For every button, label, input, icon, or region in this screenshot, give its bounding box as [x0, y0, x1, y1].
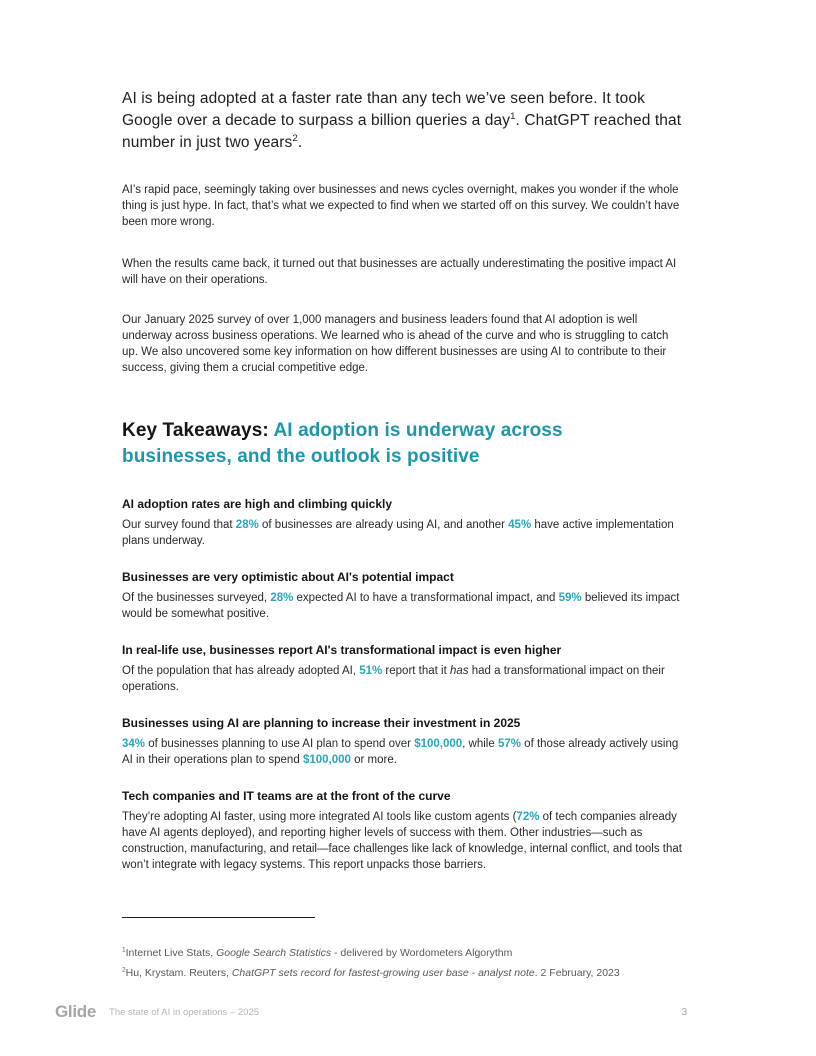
takeaway-title: In real-life use, businesses report AI's transformational impact is even higher [122, 643, 562, 657]
takeaway-title: Tech companies and IT teams are at the front of the curve [122, 789, 451, 803]
footnote-divider [122, 917, 315, 918]
body-paragraph-2: When the results came back, it turned out that businesses are actually underestimating the positive impact AI will have on their operations. [122, 258, 677, 286]
takeaway-title: Businesses are very optimistic about AI's potential impact [122, 570, 454, 584]
takeaway-tech-companies [122, 788, 685, 873]
body-paragraph-1: AI’s rapid pace, seemingly taking over businesses and news cycles overnight, makes you wonder if the whole thing is just hype. In fact, that’s what we expected to find when we started off on this survey. We couldn’t have been more wrong. [122, 184, 680, 228]
key-takeaways-label: Key Takeaways: [122, 420, 274, 441]
takeaway-body: They’re adopting AI faster, using more integrated AI tools like custom agents (72% of tech companies already have AI agents deployed), and reporting higher levels of success with them. Other industries—such as construction, manufacturing, and retail—face challenges like lack of knowledge, internal conflict, and tools that won’t integrate with legacy systems. This report unpacks those barriers. [122, 811, 682, 871]
footnote-2: $^2$Hu, Krystam. Reuters, ChatGPT sets record for fastest-growing user base - analyst note. 2 February, 2023 [122, 966, 620, 979]
key-takeaways-highlight: AI adoption is underway across businesses, and the outlook is positive [122, 420, 563, 467]
takeaway-investment [122, 715, 685, 768]
takeaway-body: Our survey found that 28% of businesses are already using AI, and another 45% have active implementation plans underway. [122, 519, 674, 547]
key-takeaways-heading [122, 418, 652, 469]
glide-logo: Glide [55, 1002, 97, 1021]
takeaway-adoption-rates [122, 496, 685, 549]
body-paragraph-3: Our January 2025 survey of over 1,000 managers and business leaders found that AI adoption is well underway across business operations. We learned who is ahead of the curve and who is struggling to catch up. We also uncovered some key information on how different businesses are using AI to contribute to their success, giving them a crucial competitive edge. [122, 314, 669, 374]
page-number: 3 [681, 1006, 687, 1018]
intro-paragraph: AI is being adopted at a faster rate than any tech we’ve seen before. It took Google over a decade to surpass a billion queries a day$^1$. ChatGPT reached that number in just two years$^2$. [122, 90, 682, 151]
takeaway-real-life-impact [122, 642, 685, 695]
footnote-1: $^1$Internet Live Stats, Google Search Statistics - delivered by Wordometers Algorythm [122, 946, 513, 959]
takeaway-optimism [122, 569, 685, 622]
takeaway-title: AI adoption rates are high and climbing quickly [122, 497, 393, 511]
takeaway-body: 34% of businesses planning to use AI plan to spend over $100,000, while 57% of those already actively using AI in their operations plan to spend $100,000 or more. [122, 738, 679, 766]
takeaway-body: Of the population that has already adopted AI, 51% report that it has had a transformational impact on their operations. [122, 665, 665, 693]
footer-doc-title: The state of AI in operations – 2025 [109, 1006, 260, 1018]
page-footer [55, 1002, 687, 1022]
takeaway-body: Of the businesses surveyed, 28% expected AI to have a transformational impact, and 59% believed its impact would be somewhat positive. [122, 592, 680, 620]
takeaway-title: Businesses using AI are planning to increase their investment in 2025 [122, 716, 521, 730]
